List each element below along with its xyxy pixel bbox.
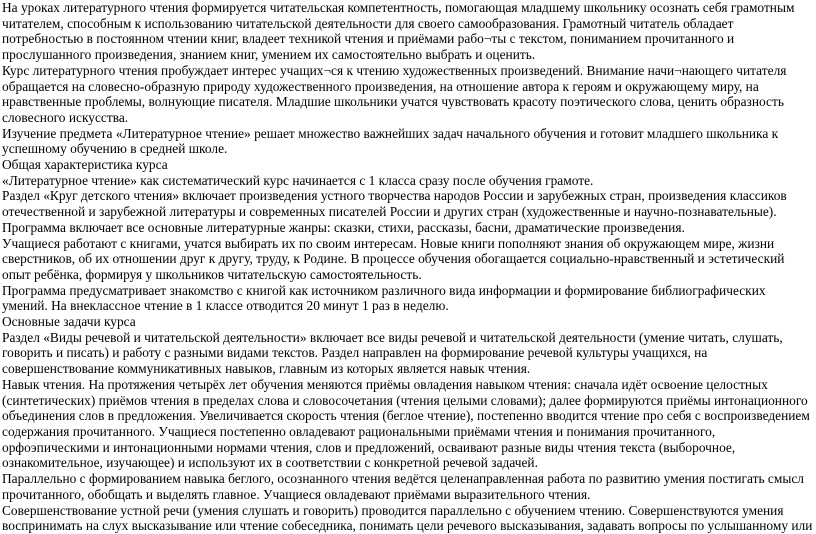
paragraph-reading-skill: Навык чтения. На протяжения четырёх лет обучения меняются приёмы овладения навыком чтения: сначала идёт освоение целостных (синтетических) приёмов чтения в пределах слова и словосочетания (чтения целыми словами); далее формируются приёмы интонационного объединения слов в предложения. Увеличивается скорость чтения (беглое чтение), постепенно вводится чтение про себя с воспроизведением содержания прочитанного. Учащиеся постепенно овладевают рациональными приёмами чтения и понимания прочитанного, орфоэпическими и интонационными нормами чтения, слов и предложений, осваивают разные виды чтения текста (выборочное, ознакомительное, изучающее) и используют их в соответствии с конкретной речевой задачей. bbox=[2, 376, 810, 471]
paragraph-program-book: Программа предусматривает знакомство с книгой как источником различного вида информации и формирование библиографических умений. На внеклассное чтение в 1 классе отводится 20 минут 1 раз в неделю. bbox=[2, 282, 766, 314]
paragraph-fluent-reading: Параллельно с формированием навыка беглого, осознанного чтения ведётся целенаправленная работа по развитию умения постигать смысл прочитанного, обобщать и выделять главное. Учащиеся овладевают приёмами выразительного чтения. bbox=[2, 471, 804, 502]
paragraph-subject-study: Изучение предмета «Литературное чтение» решает множество важнейших задач начального обучения и готовит младшего школьника к успешному обучению в средней школе. bbox=[2, 125, 779, 157]
paragraph-systematic-course: «Литературное чтение» как систематический курс начинается с 1 класса сразу после обучения грамоте. bbox=[2, 172, 594, 188]
paragraph-intro: На уроках литературного чтения формируется читательская компетентность, помогающая младшему школьнику осознать себя грамотным читателем, способным к использованию читательской деятельности для своего самообразования. Грамотный читатель обладает потребностью в постоянном чтении книг, владеет техникой чтения и приёмами рабо¬ты с текстом, пониманием прочитанного и прослушанного произведения, знанием книг, умением их самостоятельно выбрать и оценить. bbox=[2, 0, 795, 63]
paragraph-oral-speech: Совершенствование устной речи (умения слушать и говорить) проводится параллельно с обучением чтению. Совершенствуются умения воспринимать на слух высказывание или чтение собеседника, понимать цели речевого высказывания, задавать вопросы по услышанному или bbox=[2, 502, 813, 534]
document-body bbox=[2, 0, 814, 534]
paragraph-children-reading: Раздел «Круг детского чтения» включает произведения устного творчества народов России и зарубежных стран, произведения классиков отечественной и зарубежной литературы и современных писателей России и других стран (художественные и научно-познавательные). Программа включает все основные литературные жанры: сказки, стихи, рассказы, басни, драматические произведения. bbox=[2, 188, 787, 235]
paragraph-course-interest: Курс литературного чтения пробуждает интерес учащих¬ся к чтению художественных произведений. Внимание начи¬нающего читателя обращается на словесно-образную природу художественного произведения, на отношение автора к героям и окружающему миру, на нравственные проблемы, волнующие писателя. Младшие школьники учатся чувствовать красоту поэтического слова, ценить образность словесного искусства. bbox=[2, 62, 787, 125]
paragraph-students-books: Учащиеся работают с книгами, учатся выбирать их по своим интересам. Новые книги пополняют знания об окружающем мире, жизни сверстников, об их отношении друг к другу, труду, к Родине. В процессе обучения обогащается социально-нравственный и эстетический опыт ребёнка, формируя у школьников читательскую самостоятельность. bbox=[2, 235, 785, 282]
paragraph-speech-activity: Раздел «Виды речевой и читательской деятельности» включает все виды речевой и читательской деятельности (умение читать, слушать, говорить и писать) и работу с разными видами текстов. Раздел направлен на формирование речевой культуры учащихся, на совершенствование коммуникативных навыков, главным из которых является навык чтения. bbox=[2, 329, 783, 377]
heading-course-tasks: Основные задачи курса bbox=[2, 314, 136, 330]
heading-course-characteristics: Общая характеристика курса bbox=[2, 157, 168, 173]
